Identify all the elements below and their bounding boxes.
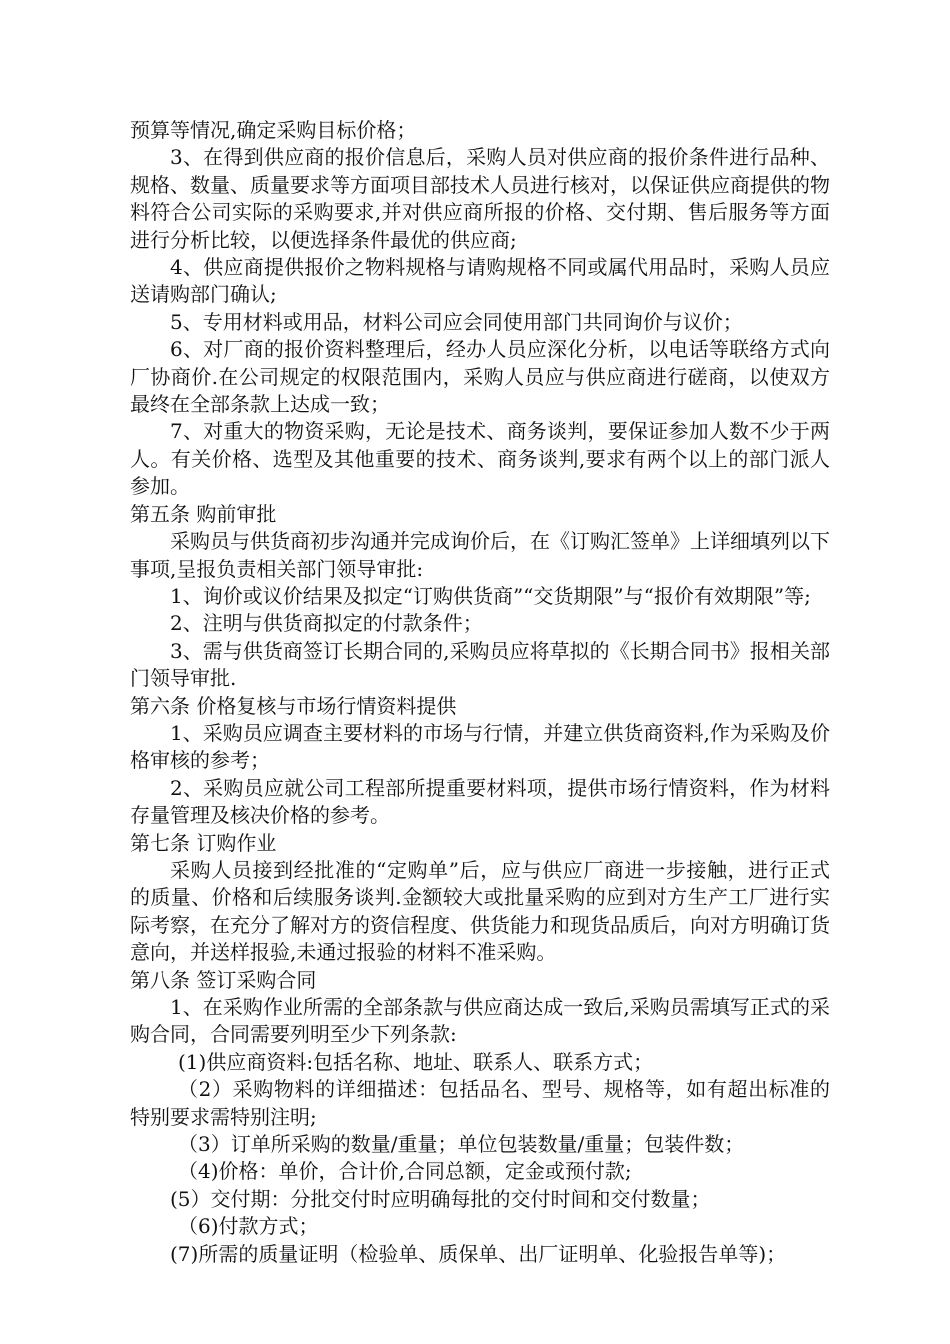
paragraph: 2、采购员应就公司工程部所提重要材料项，提供市场行情资料，作为材料存量管理及核决价格的参考。 — [130, 775, 830, 828]
paragraph: 3、需与供货商签订长期合同的,采购员应将草拟的《长期合同书》报相关部门领导审批. — [130, 638, 830, 691]
section-heading: 第五条 购前审批 — [130, 501, 277, 526]
document-page — [130, 117, 830, 1268]
list-item: （6)付款方式； — [178, 1214, 319, 1239]
list-item: （3）订单所采购的数量/重量；单位包装数量/重量；包装件数； — [178, 1132, 745, 1157]
paragraph: 5、专用材料或用品，材料公司应会同使用部门共同询价与议价； — [170, 309, 743, 334]
paragraph: 1、在采购作业所需的全部条款与供应商达成一致后,采购员需填写正式的采购合同，合同需要列明至少下列条款: — [130, 995, 830, 1047]
paragraph: 2、注明与供货商拟定的付款条件； — [170, 611, 483, 636]
paragraph: 1、采购员应调查主要材料的市场与行情，并建立供货商资料,作为采购及价格审核的参考； — [130, 720, 830, 773]
list-item: （2）采购物料的详细描述：包括品名、型号、规格等，如有超出标准的特别要求需特别注明; — [130, 1077, 830, 1129]
paragraph: 预算等情况,确定采购目标价格； — [130, 118, 417, 142]
list-item: （4)价格：单价，合计价,合同总额，定金或预付款; — [178, 1159, 632, 1184]
list-item: (7)所需的质量证明（检验单、质保单、出厂证明单、化验报告单等)； — [170, 1241, 787, 1266]
paragraph: 采购人员接到经批准的“定购单”后，应与供应厂商进一步接触，进行正式的质量、价格和后续服务谈判.金额较大或批量采购的应到对方生产工厂进行实际考察，在充分了解对方的资信程度、供货能力和现货品质后，向对方明确订货意向，并送样报验,未通过报验的材料不准采购。 — [130, 857, 830, 965]
paragraph: 7、对重大的物资采购，无论是技术、商务谈判，要保证参加人数不少于两人。有关价格、选型及其他重要的技术、商务谈判,要求有两个以上的部门派人参加。 — [130, 419, 830, 499]
section-heading: 第六条 价格复核与市场行情资料提供 — [130, 693, 457, 718]
paragraph: 采购员与供货商初步沟通并完成询价后，在《订购汇签单》上详细填列以下事项,呈报负责相关部门领导审批: — [130, 529, 830, 581]
paragraph: 1、询价或议价结果及拟定“订购供货商”“交货期限”与“报价有效期限”等; — [170, 583, 811, 608]
section-heading: 第七条 订购作业 — [130, 830, 277, 855]
section-heading: 第八条 签订采购合同 — [130, 967, 317, 992]
paragraph: 3、在得到供应商的报价信息后，采购人员对供应商的报价条件进行品种、规格、数量、质量要求等方面项目部技术人员进行核对，以保证供应商提供的物料符合公司实际的采购要求,并对供应商所报的价格、交付期、售后服务等方面进行分析比较，以便选择条件最优的供应商; — [130, 145, 830, 252]
paragraph: 4、供应商提供报价之物料规格与请购规格不同或属代用品时，采购人员应送请购部门确认; — [130, 255, 830, 307]
list-item: (5）交付期：分批交付时应明确每批的交付时间和交付数量； — [170, 1186, 711, 1211]
paragraph: 6、对厂商的报价资料整理后，经办人员应深化分析，以电话等联络方式向厂协商价.在公司规定的权限范围内，采购人员应与供应商进行磋商，以使双方最终在全部条款上达成一致； — [130, 337, 830, 417]
list-item: (1)供应商资料:包括名称、地址、联系人、联系方式； — [178, 1049, 654, 1074]
